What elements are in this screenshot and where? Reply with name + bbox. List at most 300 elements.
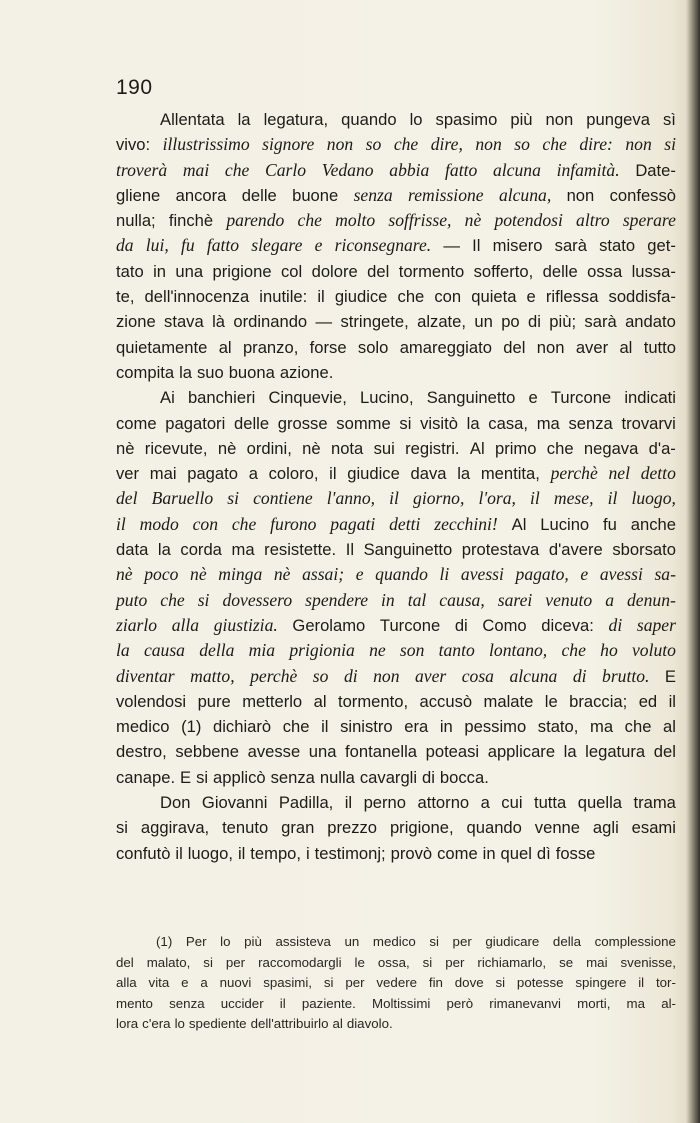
italic-word: nel — [608, 463, 630, 484]
word: pure — [197, 691, 231, 711]
word: se — [559, 954, 574, 970]
word: alla — [116, 975, 137, 990]
text-line — [116, 132, 676, 157]
italic-word: avessi — [460, 564, 504, 585]
italic-word: puto — [116, 589, 148, 610]
text-line — [116, 461, 676, 486]
italic-word: sa- — [654, 564, 676, 585]
italic-word: soffrisse, — [388, 210, 452, 231]
word: fin — [428, 975, 443, 990]
word: Allentata — [160, 110, 225, 129]
word: sinistro — [340, 717, 393, 737]
italic-word: perchè — [550, 463, 598, 484]
word: paziente. — [301, 995, 356, 1011]
word: il — [237, 843, 246, 863]
word: zione — [116, 312, 156, 332]
word: legatura, — [263, 110, 329, 129]
word: di — [454, 615, 468, 635]
word: tor- — [655, 975, 676, 990]
word: solo — [357, 337, 389, 357]
word: nulla; — [116, 211, 156, 231]
text-line — [116, 436, 676, 461]
italic-word: pagati — [330, 513, 376, 534]
word: fu — [603, 514, 617, 534]
italic-word: Carlo — [265, 159, 307, 180]
word: della — [552, 934, 582, 949]
word: attorno — [417, 793, 470, 813]
text-line — [116, 284, 676, 309]
word: agli — [592, 818, 619, 838]
italic-word: che — [224, 159, 250, 180]
italic-word: voluto — [631, 640, 676, 661]
word: sofferto, — [473, 261, 534, 281]
text-line — [116, 309, 676, 334]
word: lo — [220, 934, 231, 949]
text-line — [116, 613, 676, 638]
word: stato — [599, 236, 636, 256]
word: che — [282, 717, 310, 737]
italic-word: brutto. — [602, 665, 650, 686]
word: quel — [500, 843, 532, 863]
word: una — [308, 742, 337, 762]
word: per — [445, 954, 465, 970]
italic-word: lontano, — [489, 640, 548, 661]
word: più — [510, 110, 533, 129]
word: per — [452, 934, 472, 949]
word: Al — [511, 514, 527, 534]
text-line — [116, 183, 676, 208]
word: medico — [116, 717, 170, 737]
footnote-line — [116, 932, 676, 953]
word: il — [638, 975, 645, 990]
word: Il — [345, 540, 354, 560]
word: e — [526, 287, 536, 307]
italic-word: che — [160, 589, 185, 610]
italic-word: con — [192, 513, 219, 534]
word: ma — [590, 717, 614, 737]
word: po — [501, 312, 520, 332]
word: suo — [196, 362, 224, 382]
word: a — [200, 975, 208, 990]
italic-word: fatto — [445, 159, 478, 180]
word: Moltissimi — [372, 995, 431, 1011]
word: tato — [116, 261, 144, 281]
word: aggirava, — [140, 818, 210, 838]
word: misero — [492, 236, 543, 256]
italic-word: dire: — [579, 134, 613, 155]
word: la — [466, 413, 480, 433]
italic-word: di — [572, 665, 587, 686]
word: finchè — [168, 211, 214, 231]
italic-word: non — [326, 134, 354, 155]
word: dì — [536, 843, 551, 863]
word: a — [480, 793, 490, 813]
word: riflessa — [545, 287, 599, 307]
word: senza — [568, 413, 613, 433]
italic-word: che — [542, 134, 567, 155]
text-line — [116, 765, 676, 790]
italic-word: riconsegnare. — [334, 235, 432, 256]
word: get- — [647, 236, 676, 256]
italic-word: giustizia. — [213, 614, 278, 635]
word: vita — [148, 975, 170, 990]
word: vedere — [376, 975, 418, 990]
word: del — [367, 261, 390, 281]
word: destro, — [116, 742, 167, 762]
italic-word: la — [116, 640, 130, 661]
word: forse — [309, 337, 347, 357]
word: lora — [116, 1016, 139, 1031]
word: del — [503, 337, 526, 357]
italic-word: aver — [414, 665, 447, 686]
word: venne — [534, 818, 581, 838]
word: andato — [625, 312, 676, 332]
footnote-line — [116, 973, 676, 994]
word: stava — [164, 312, 204, 332]
italic-word: spendere — [305, 589, 369, 610]
word: malato, — [146, 954, 191, 970]
italic-word: si — [197, 589, 210, 610]
word: trama — [633, 793, 676, 813]
italic-word: sperare — [622, 210, 676, 231]
word: lo — [409, 110, 423, 129]
italic-word: quando — [375, 564, 428, 585]
italic-word: slegare — [251, 235, 303, 256]
italic-word: nè — [273, 564, 291, 585]
word: fontanella — [345, 742, 418, 762]
italic-word: e — [355, 564, 364, 585]
italic-word: potendosi — [494, 210, 563, 231]
italic-word: di — [608, 614, 623, 635]
word: complessione — [594, 934, 676, 949]
italic-word: li — [439, 564, 450, 585]
word: metterlo — [242, 691, 303, 711]
word: un — [344, 934, 360, 949]
word: più — [244, 934, 262, 949]
italic-word: cosa — [461, 665, 494, 686]
word: il — [344, 793, 353, 813]
italic-word: a — [605, 589, 614, 610]
word: Cinquevie, — [268, 388, 347, 408]
italic-word: da — [116, 235, 134, 256]
word: tormento, — [337, 691, 409, 711]
word: più; — [549, 312, 577, 332]
italic-word: troverà — [116, 159, 168, 180]
word: del — [116, 954, 134, 970]
italic-word: molto — [335, 210, 376, 231]
word: (1) — [156, 934, 173, 949]
italic-word: contiene — [253, 488, 313, 509]
italic-word: zecchini! — [434, 513, 498, 534]
word: dell'innocenza — [144, 287, 250, 307]
word: aver — [575, 337, 609, 357]
italic-word: l'anno, — [326, 488, 376, 509]
word: sarà — [584, 312, 617, 332]
italic-word: fatto — [206, 235, 240, 256]
word: il — [668, 691, 676, 711]
italic-word: si — [227, 488, 240, 509]
word: tormento — [398, 261, 465, 281]
word: legatura — [585, 742, 646, 762]
word: spingere — [575, 975, 627, 990]
word: lussa- — [631, 261, 676, 281]
word: la — [157, 540, 171, 560]
word: (1) — [181, 717, 202, 737]
word: provò — [390, 843, 433, 863]
word: si — [422, 954, 433, 970]
word: non — [545, 110, 574, 129]
footnote-line — [116, 994, 676, 1015]
word: Date- — [635, 160, 676, 180]
word: primo — [494, 438, 537, 458]
word: Don — [160, 793, 191, 813]
text-line — [116, 689, 676, 714]
word: prigione, — [389, 818, 454, 838]
italic-word: poco — [144, 564, 179, 585]
text-line — [116, 739, 676, 764]
word: medico — [372, 934, 416, 949]
word: col — [280, 261, 303, 281]
word: bocca. — [439, 767, 489, 787]
word: spasimi, — [263, 975, 313, 990]
word: ossa, — [377, 954, 410, 970]
word: protestava — [461, 540, 540, 560]
italic-word: so — [365, 134, 382, 155]
italic-word: Baruello — [151, 488, 214, 509]
italic-word: si — [664, 134, 676, 155]
word: banchieri — [187, 388, 256, 408]
word: Il — [472, 236, 481, 256]
word: ordinando — [233, 312, 308, 332]
italic-word: alcuna, — [498, 184, 552, 205]
italic-word: abbia — [389, 159, 430, 180]
word: di — [528, 312, 541, 332]
word: dichiarò — [213, 717, 272, 737]
italic-word: prigionia — [289, 640, 355, 661]
word: nuovi — [219, 975, 252, 990]
italic-word: che — [561, 640, 586, 661]
word: visitò — [420, 413, 458, 433]
footnote — [116, 932, 676, 1035]
italic-word: furono — [270, 513, 317, 534]
word: mai — [586, 954, 608, 970]
italic-word: nè — [464, 210, 482, 231]
word: in — [439, 717, 453, 737]
word: negava — [583, 438, 639, 458]
text-line — [116, 335, 676, 360]
word: il — [175, 843, 183, 863]
word: trovarvi — [621, 413, 676, 433]
word: casa, — [488, 413, 528, 433]
word: con — [434, 287, 462, 307]
word: E — [664, 666, 676, 686]
footnote-line — [116, 953, 676, 974]
word: sebbene — [175, 742, 239, 762]
word: pessimo — [464, 717, 527, 737]
italic-word: di — [343, 665, 358, 686]
text-line — [116, 638, 676, 663]
word: per — [225, 954, 246, 970]
word: stato, — [537, 717, 579, 737]
word: resistette. — [264, 540, 337, 560]
word: nè — [302, 438, 321, 458]
italic-word: altro — [576, 210, 610, 231]
word: si — [323, 975, 334, 990]
word: ma — [626, 995, 646, 1011]
word: la — [237, 110, 251, 129]
word: quando — [466, 818, 522, 838]
word: delle — [233, 413, 270, 433]
word: diceva: — [541, 615, 594, 635]
word: applicò — [213, 767, 266, 787]
text-line — [116, 259, 676, 284]
italic-word: causa — [143, 640, 185, 661]
word: dava — [410, 464, 447, 484]
word: i — [305, 843, 310, 863]
italic-word: non — [625, 134, 652, 155]
word: pranzo, — [242, 337, 299, 357]
word: stringete, — [340, 312, 409, 332]
italic-word: che — [393, 134, 419, 155]
italic-word: venuto — [545, 589, 593, 610]
text-line — [116, 790, 676, 815]
text-line — [116, 158, 676, 183]
word: Gerolamo — [292, 615, 366, 635]
italic-word: sarei — [497, 589, 533, 610]
text-line — [116, 664, 676, 689]
word: Turcone — [379, 615, 441, 635]
word: senza — [270, 767, 315, 787]
word: delle — [241, 185, 277, 205]
word: confessò — [609, 185, 676, 205]
word: spediente — [188, 1016, 247, 1031]
word: era — [404, 717, 429, 737]
italic-word: avessi — [599, 564, 643, 585]
word: dell'attribuirlo — [250, 1016, 329, 1031]
word: che — [624, 717, 652, 737]
word: Padilla, — [278, 793, 334, 813]
italic-word: in — [381, 589, 395, 610]
word: il — [329, 464, 337, 484]
italic-word: Vedano — [321, 159, 374, 180]
italic-word: son — [399, 640, 425, 661]
word: cui — [501, 793, 523, 813]
text-line — [116, 107, 676, 132]
word: si — [399, 413, 412, 433]
italic-word: illustrissimo — [162, 134, 250, 155]
italic-word: ziarlo — [116, 614, 158, 635]
word: nulla — [319, 767, 355, 787]
word: non — [536, 337, 565, 357]
word: indicati — [624, 388, 676, 408]
italic-word: detto — [640, 463, 676, 484]
word: al — [218, 337, 232, 357]
word: assisteva — [275, 934, 331, 949]
word: che — [397, 287, 425, 307]
word: un — [474, 312, 493, 332]
word: la — [563, 742, 577, 762]
word: ma — [536, 413, 560, 433]
word: esami — [631, 818, 676, 838]
word: c'era — [142, 1016, 171, 1031]
word: si — [116, 818, 128, 838]
text-line — [116, 233, 676, 258]
word: d'a- — [648, 438, 676, 458]
word: Sanguinetto — [426, 388, 516, 408]
word: soddisfa- — [608, 287, 676, 307]
word: Per — [185, 934, 207, 949]
word: braccia; — [569, 691, 628, 711]
italic-word: detti — [389, 513, 421, 534]
word: però — [446, 995, 474, 1011]
word: buona — [228, 362, 275, 382]
italic-word: denun- — [627, 589, 676, 610]
word: morti, — [577, 995, 611, 1011]
italic-word: tanto — [438, 640, 475, 661]
paragraph — [116, 385, 676, 790]
italic-word: ne — [369, 640, 386, 661]
word: volendosi — [116, 691, 187, 711]
word: una — [175, 261, 204, 281]
text-line — [116, 208, 676, 233]
word: avesse — [247, 742, 301, 762]
word: il — [279, 995, 286, 1011]
word: nè — [116, 438, 135, 458]
word: ancora — [175, 185, 227, 205]
word: gran — [281, 818, 315, 838]
word: grosse — [277, 413, 328, 433]
word: luogo, — [187, 843, 233, 863]
word: al — [332, 1016, 343, 1031]
word: tenuto — [222, 818, 269, 838]
word: là — [212, 312, 225, 332]
word: alzate, — [417, 312, 466, 332]
italic-word: lui, — [145, 235, 169, 256]
word: quella — [577, 793, 623, 813]
footnote-line — [116, 1014, 676, 1035]
word: anche — [630, 514, 676, 534]
word: Sanguinetto — [363, 540, 453, 560]
italic-word: non — [373, 665, 400, 686]
word: lo — [174, 1016, 185, 1031]
word: il — [317, 287, 325, 307]
word: al- — [661, 995, 676, 1011]
word: potesse — [516, 975, 564, 990]
word: poteasi — [425, 742, 480, 762]
italic-word: il — [530, 488, 540, 509]
word: dove — [454, 975, 484, 990]
italic-word: dovessero — [222, 589, 293, 610]
word: pagatori — [165, 413, 226, 433]
italic-word: fu — [180, 235, 195, 256]
word: le — [354, 954, 365, 970]
italic-word: perchè — [250, 665, 298, 686]
word: si — [495, 975, 506, 990]
word: data — [116, 540, 149, 560]
page-edge-shadow — [686, 0, 700, 1123]
word: di — [422, 767, 435, 787]
word: pungeva — [586, 110, 650, 129]
word: canape. — [116, 767, 176, 787]
word: spasimo — [435, 110, 498, 129]
word: prigione — [212, 261, 272, 281]
word: ma — [231, 540, 255, 560]
word: tutto — [643, 337, 676, 357]
word: mai — [149, 464, 177, 484]
italic-word: del — [116, 488, 138, 509]
word: nota — [330, 438, 364, 458]
text-line — [116, 714, 676, 739]
